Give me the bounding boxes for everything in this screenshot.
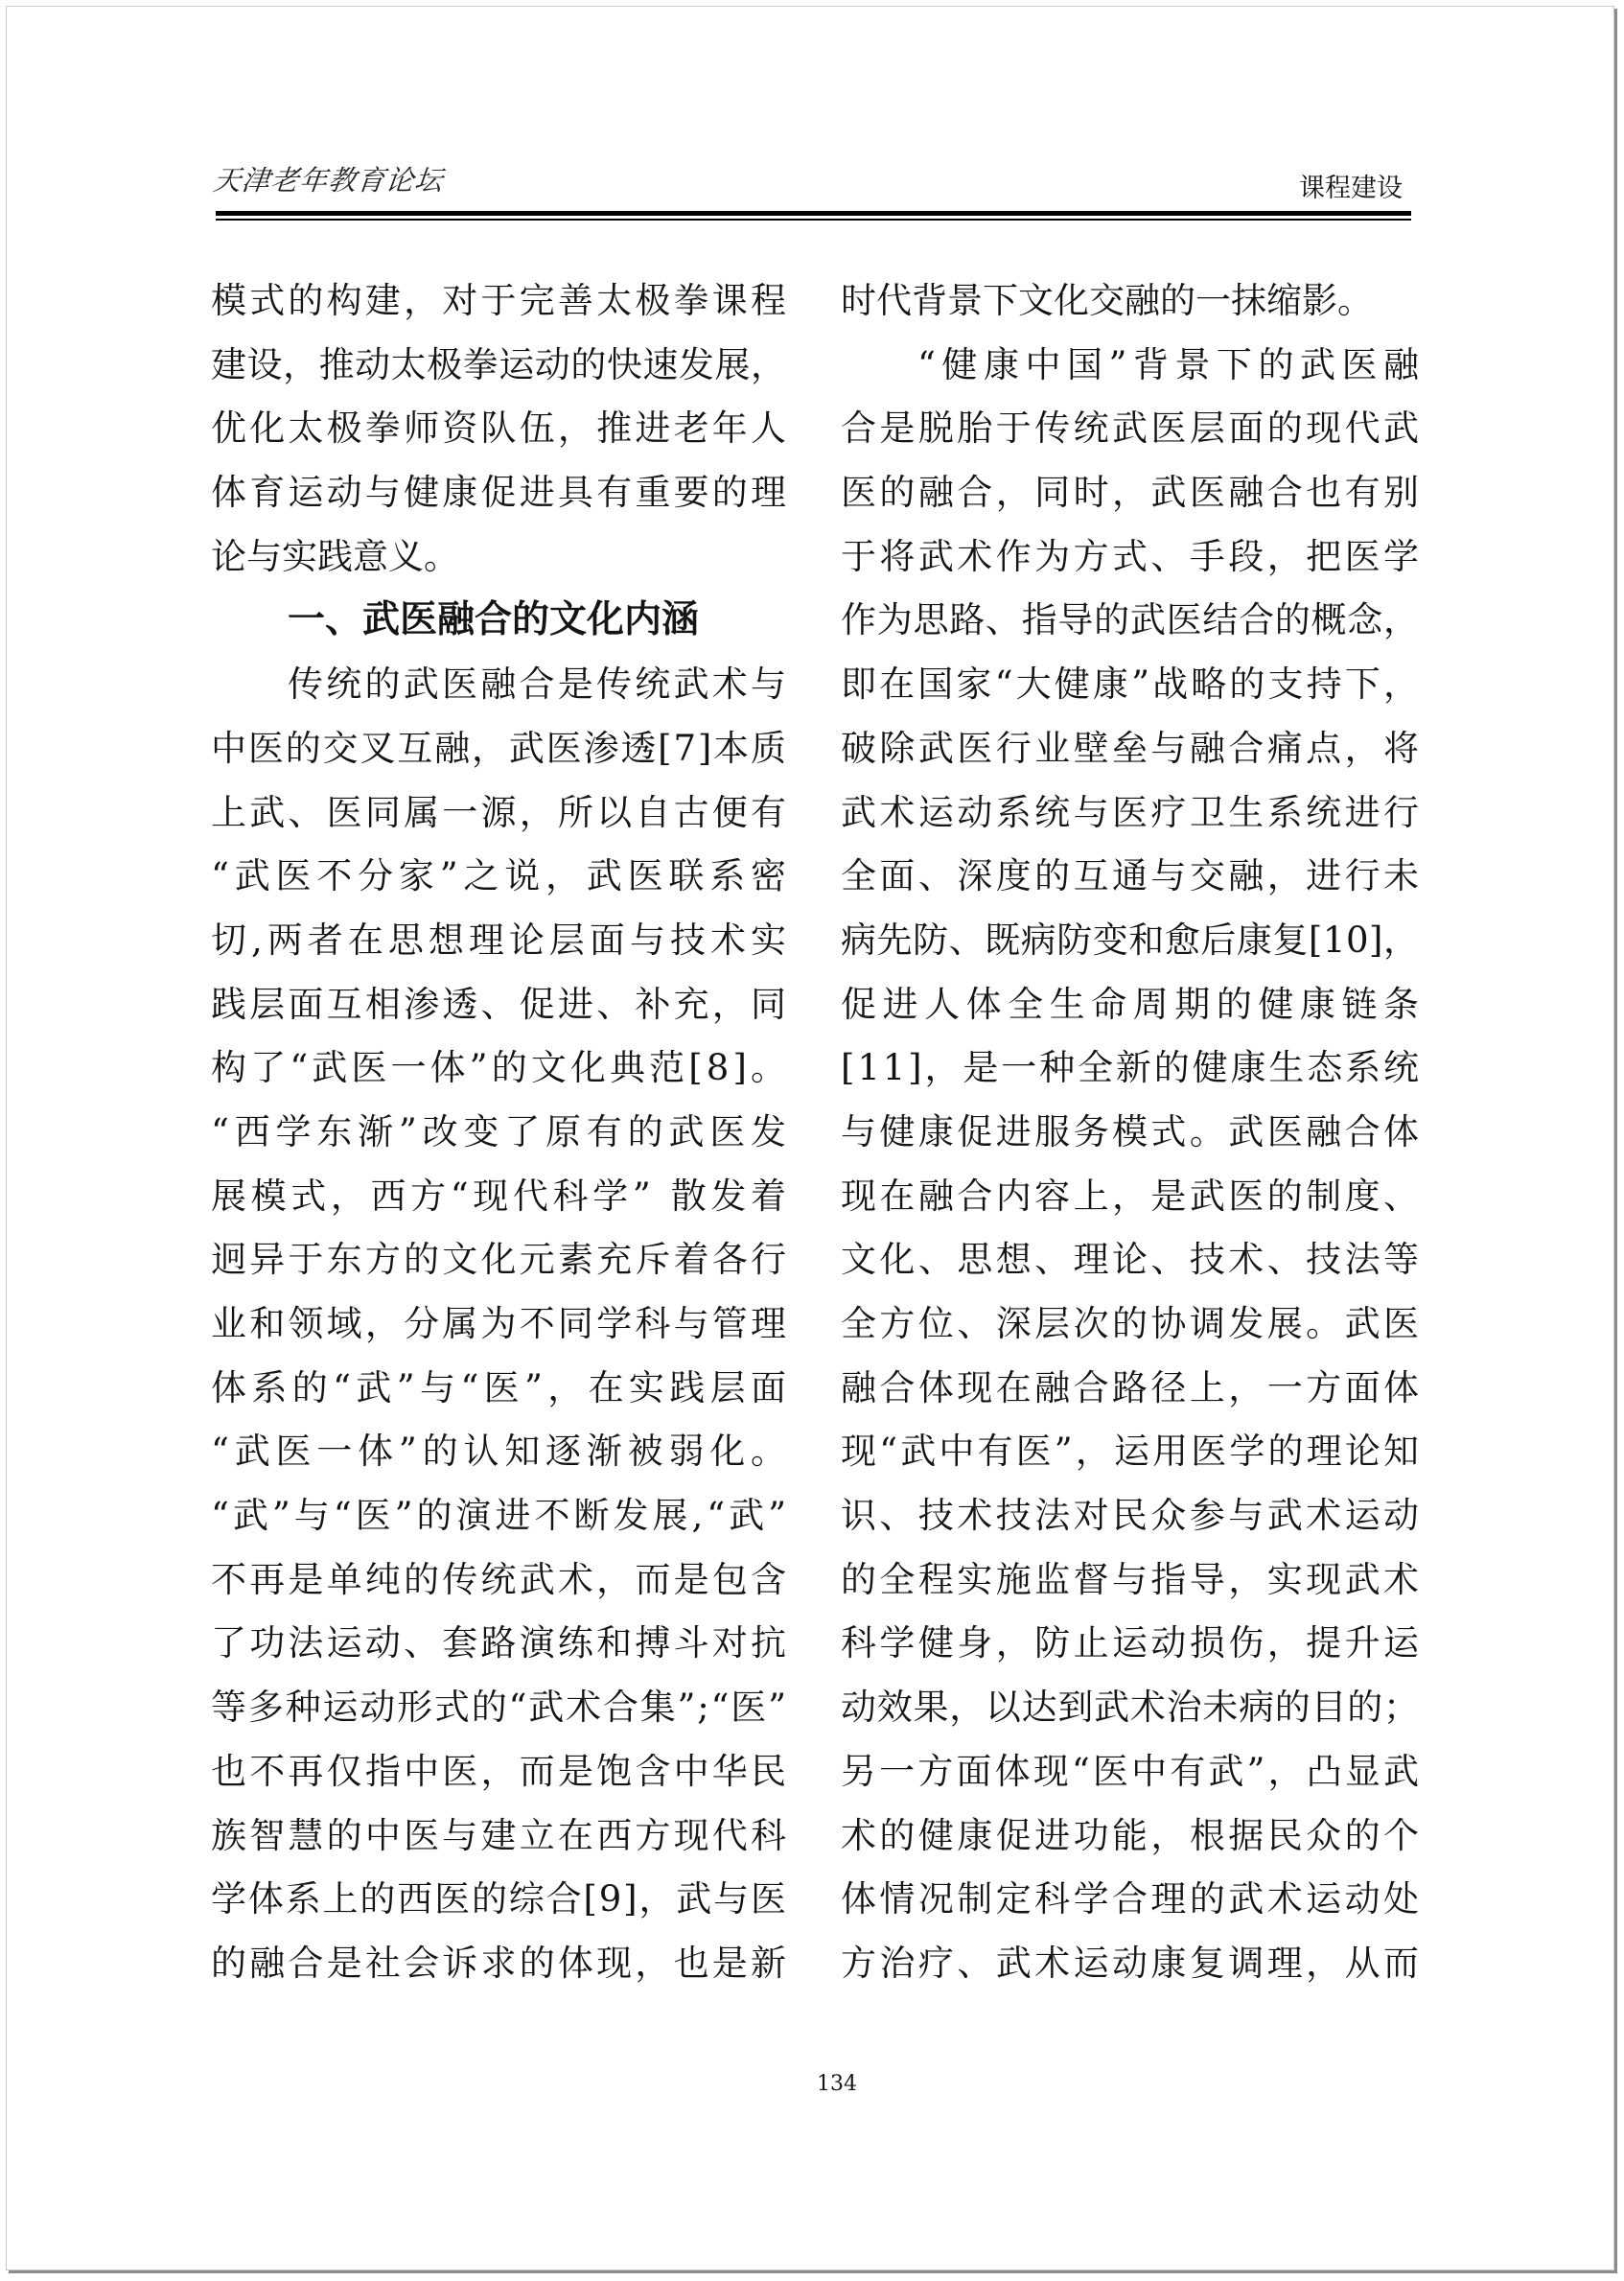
text-line: “健康中国”背景下的武医融 bbox=[917, 343, 1426, 385]
page-number: 134 bbox=[817, 2072, 857, 2096]
text-line: 不再是单纯的传统武术，而是包含 bbox=[211, 1558, 790, 1600]
text-line: 业和领域，分属为不同学科与管理 bbox=[211, 1303, 790, 1344]
text-line: 术的健康促进功能，根据民众的个 bbox=[841, 1814, 1423, 1856]
text-line: 方治疗、武术运动康复调理，从而 bbox=[841, 1942, 1423, 1984]
text-line: 模式的构建，对于完善太极拳课程 bbox=[211, 280, 790, 321]
text-line: 现“武中有医”，运用医学的理论知 bbox=[841, 1431, 1423, 1473]
text-line: 传统的武医融合是传统武术与 bbox=[288, 663, 790, 706]
text-line: [11]，是一种全新的健康生态系统 bbox=[841, 1047, 1422, 1089]
header-rule-thin bbox=[216, 219, 1411, 221]
text-line: 的融合是社会诉求的体现，也是新 bbox=[211, 1942, 790, 1984]
text-line: 了功法运动、套路演练和搏斗对抗 bbox=[211, 1622, 790, 1664]
text-line: 展模式，西方“现代科学” 散发着 bbox=[211, 1175, 791, 1217]
journal-logo: 天津老年教育论坛 bbox=[211, 164, 446, 197]
text-line: 现在融合内容上，是武医的制度、 bbox=[841, 1175, 1423, 1217]
text-line: 全方位、深层次的协调发展。武医 bbox=[841, 1303, 1423, 1344]
text-line: “武”与“医”的演进不断发展,“武” bbox=[211, 1495, 790, 1537]
text-line: 族智慧的中医与建立在西方现代科 bbox=[211, 1814, 790, 1856]
text-line: 中医的交叉互融，武医渗透[7]本质 bbox=[211, 727, 788, 769]
text-line: 等多种运动形式的“武术合集”;“医” bbox=[211, 1687, 788, 1729]
paragraph bbox=[211, 269, 790, 589]
text-line: 践层面互相渗透、促进、补充，同 bbox=[211, 983, 790, 1025]
text-line: “武医不分家”之说，武医联系密 bbox=[211, 855, 792, 897]
paragraph bbox=[841, 269, 1419, 334]
text-line: 动效果，以达到武术治未病的目的； bbox=[841, 1687, 1420, 1729]
text-line: 与健康促进服务模式。武医融合体 bbox=[841, 1110, 1423, 1152]
section-label: 课程建设 bbox=[1299, 174, 1403, 203]
text-line: 也不再仅指中医，而是饱含中华民 bbox=[211, 1750, 790, 1792]
text-line: 切,两者在思想理论层面与技术实 bbox=[211, 919, 792, 961]
text-line: 构了“武医一体”的文化典范[8]。 bbox=[211, 1047, 791, 1089]
text-line: 的全程实施监督与指导，实现武术 bbox=[841, 1558, 1423, 1600]
text-line: 优化太极拳师资队伍，推进老年人 bbox=[211, 407, 790, 450]
text-line: 作为思路、指导的武医结合的概念， bbox=[841, 599, 1420, 641]
text-line: 促进人体全生命周期的健康链条 bbox=[841, 983, 1426, 1025]
text-line: “西学东渐”改变了原有的武医发 bbox=[211, 1110, 792, 1152]
text-line: 文化、思想、理论、技术、技法等 bbox=[841, 1239, 1423, 1281]
right-column bbox=[841, 269, 1426, 1996]
text-line: 即在国家“大健康”战略的支持下， bbox=[841, 663, 1423, 706]
text-line: 合是脱胎于传统武医层面的现代武 bbox=[841, 407, 1423, 450]
text-line: 体系的“武”与“医”，在实践层面 bbox=[211, 1366, 792, 1408]
section-heading: 一、武医融合的文化内涵 bbox=[288, 598, 700, 642]
text-line: 建设，推动太极拳运动的快速发展， bbox=[211, 343, 787, 385]
text-line: 论与实践意义。 bbox=[211, 535, 459, 577]
text-line: 全面、深度的互通与交融，进行未 bbox=[841, 855, 1423, 897]
text-line: 破除武医行业壁垒与融合痛点，将 bbox=[841, 727, 1423, 769]
text-line: 于将武术作为方式、手段，把医学 bbox=[841, 535, 1423, 577]
text-line: 融合体现在融合路径上，一方面体 bbox=[841, 1366, 1423, 1408]
text-line: “武医一体”的认知逐渐被弱化。 bbox=[211, 1431, 792, 1473]
text-line: 武术运动系统与医疗卫生系统进行 bbox=[841, 791, 1423, 833]
text-line: 科学健身，防止运动损伤，提升运 bbox=[841, 1622, 1423, 1664]
text-line: 医的融合，同时，武医融合也有别 bbox=[841, 472, 1423, 514]
paragraph bbox=[211, 653, 792, 1995]
text-line: 病先防、既病防变和愈后康复[10]， bbox=[841, 919, 1420, 961]
text-line: 上武、医同属一源，所以自古便有 bbox=[211, 791, 790, 833]
text-line: 另一方面体现“医中有武”，凸显武 bbox=[841, 1750, 1423, 1792]
text-line: 识、技术技法对民众参与武术运动 bbox=[841, 1495, 1423, 1537]
text-line: 学体系上的西医的综合[9]，武与医 bbox=[211, 1878, 788, 1920]
text-line: 迥异于东方的文化元素充斥着各行 bbox=[211, 1239, 790, 1281]
text-line: 时代背景下文化交融的一抹缩影。 bbox=[841, 280, 1373, 321]
text-line: 体情况制定科学合理的武术运动处 bbox=[841, 1878, 1423, 1920]
text-line: 体育运动与健康促进具有重要的理 bbox=[211, 472, 790, 514]
header-rule bbox=[216, 211, 1411, 216]
left-column bbox=[211, 269, 792, 1996]
paragraph bbox=[841, 334, 1426, 1996]
